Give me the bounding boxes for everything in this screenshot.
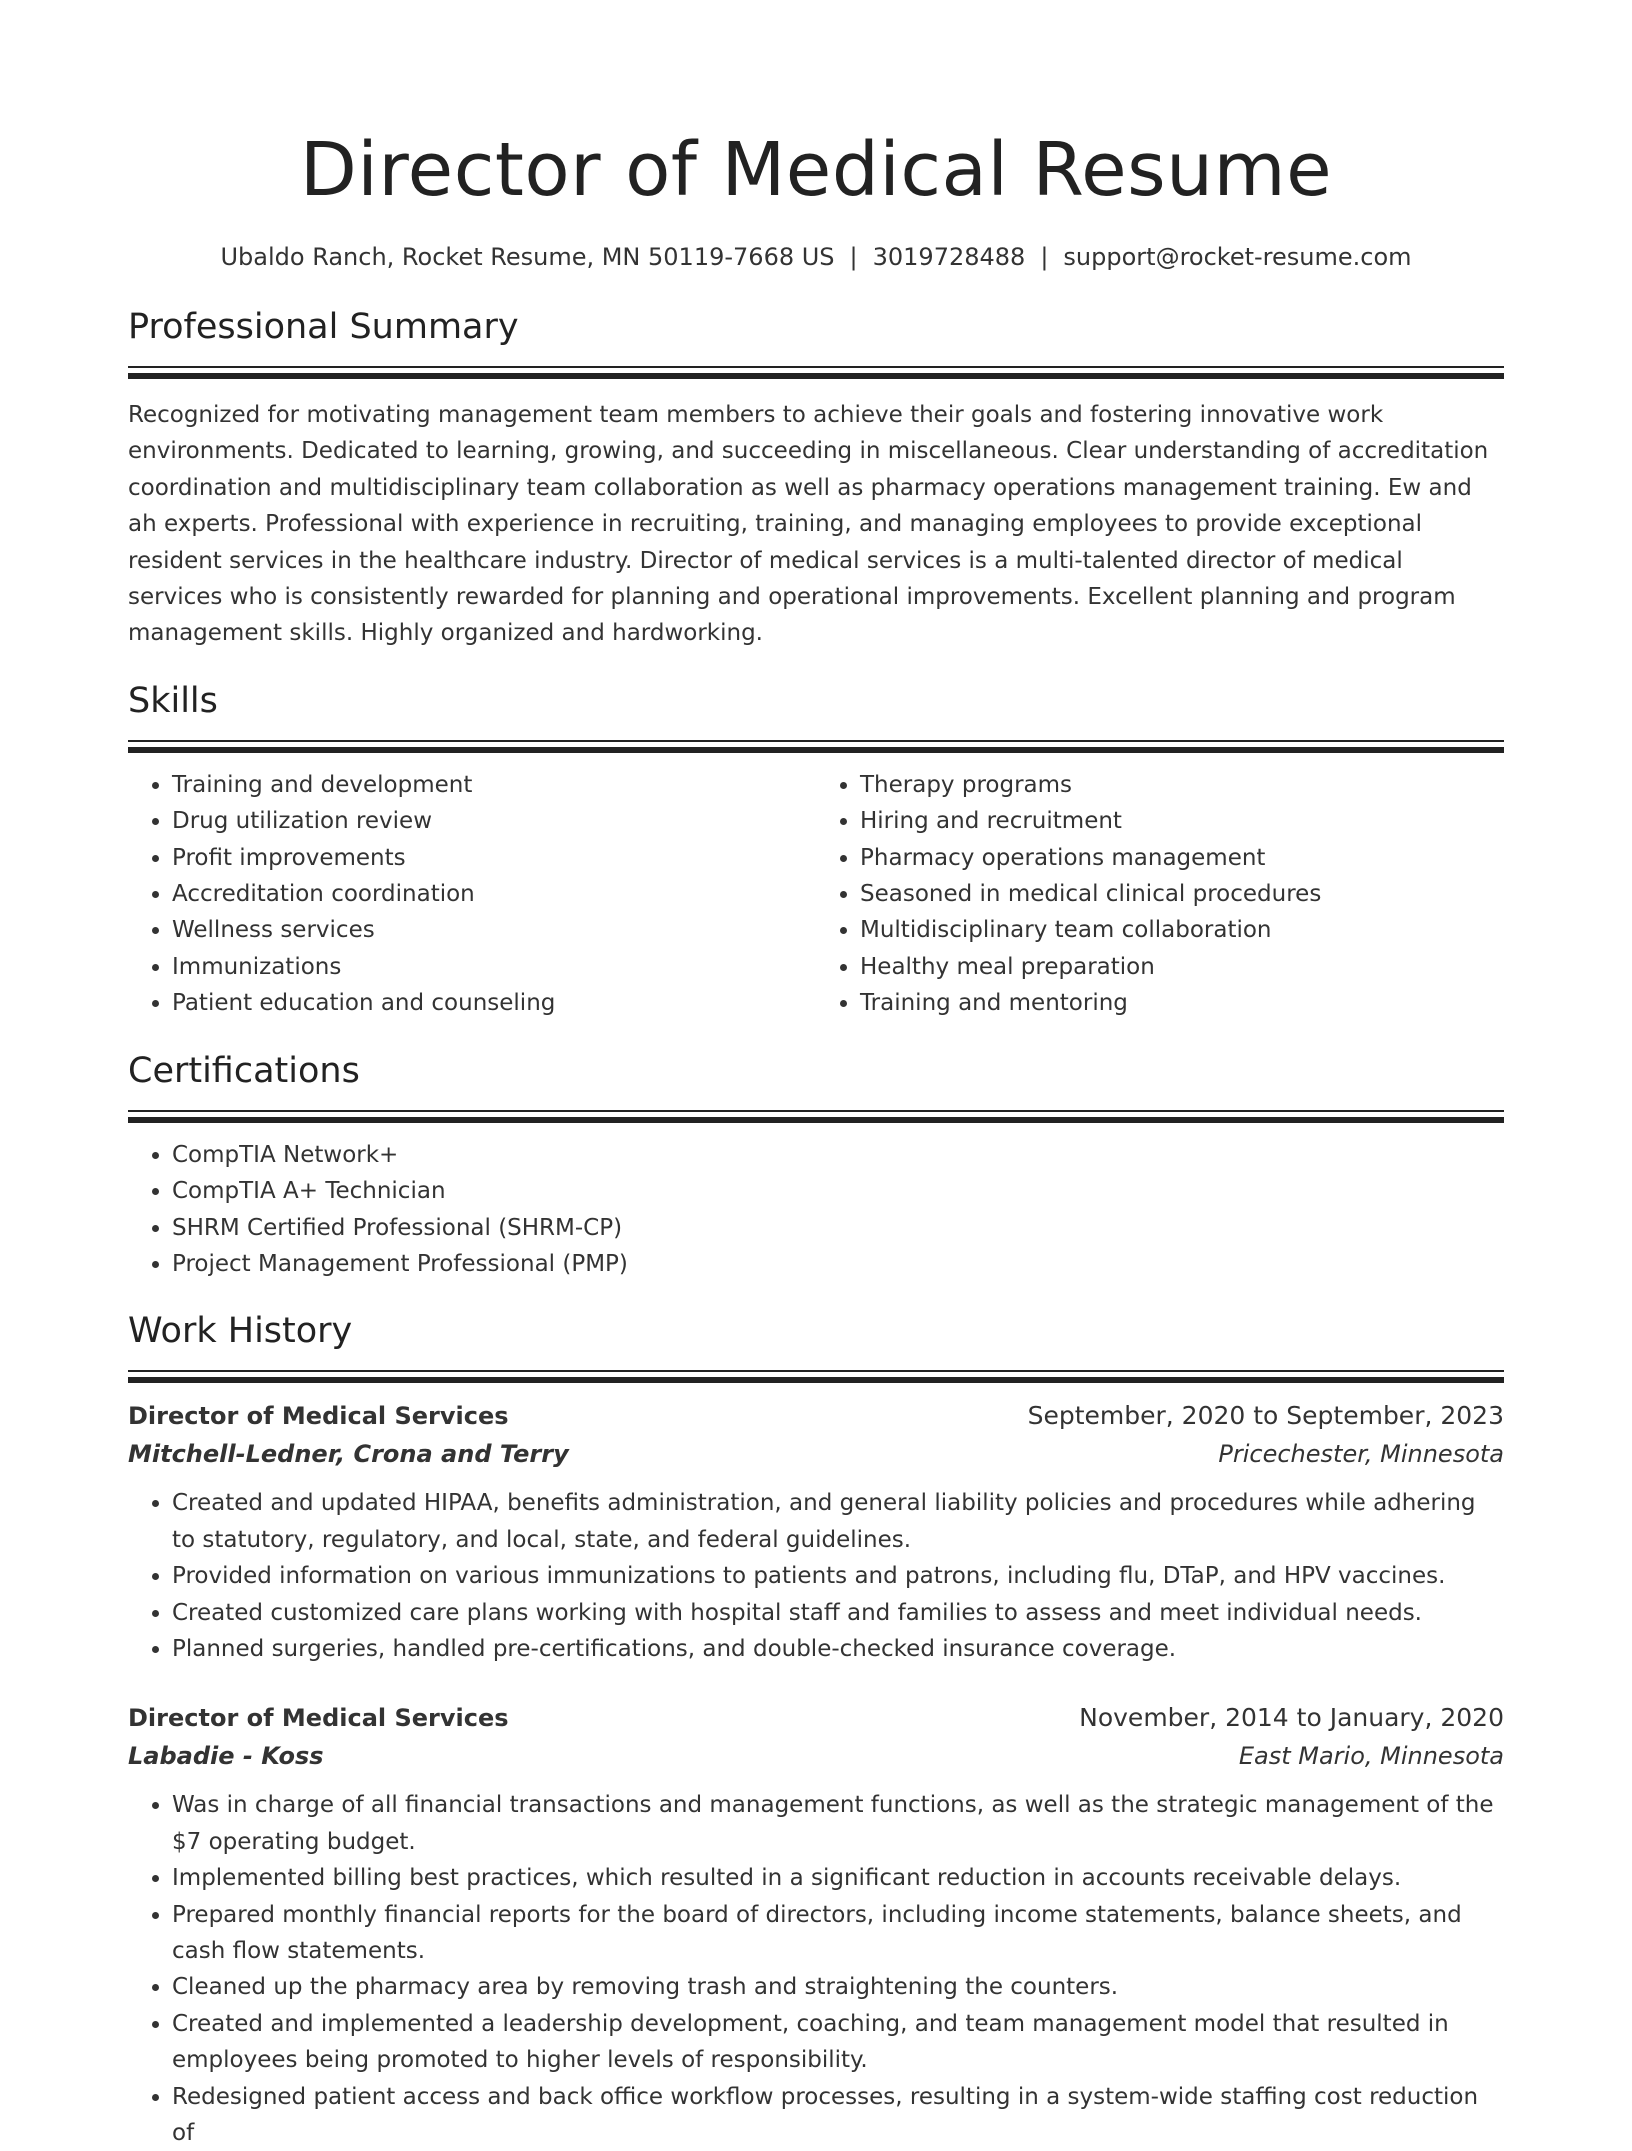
skill-item: • Profit improvements [172,840,816,876]
skills-heading: Skills [128,680,218,721]
certifications-section [128,1048,1504,1283]
skill-item: • Multidisciplinary team collaboration [860,912,1504,948]
job-bullet: • Implemented billing best practices, which resulted in a significant reduction in accounts receivable delays. [172,1860,1504,1896]
skill-item: • Drug utilization review [172,803,816,839]
job-bullet: • Redesigned patient access and back office workflow processes, resulting in a system-wide staffing cost reduction of [172,2079,1504,2151]
job-bullet: • Was in charge of all financial transactions and management functions, as well as the strategic management of the $7 operating budget. [172,1787,1504,1860]
contact-address: Ubaldo Ranch, Rocket Resume, MN 50119-7668 US [220,243,835,271]
job-location: East Mario, Minnesota [1238,1742,1504,1771]
skill-item: • Patient education and counseling [172,985,816,1021]
certifications-list [128,1137,1504,1283]
job-bullet: • Prepared monthly financial reports for the board of directors, including income statements, balance sheets, and cash flow statements. [172,1897,1504,1970]
contact-line [128,240,1504,274]
job-location: Pricechester, Minnesota [1218,1440,1504,1469]
skills-list-left [128,767,816,1022]
skill-item: • Training and mentoring [860,985,1504,1021]
skills-grid [128,767,1504,1022]
skill-item: • Healthy meal preparation [860,949,1504,985]
certification-item: • CompTIA Network+ [172,1137,1504,1173]
job-bullet: • Planned surgeries, handled pre-certifications, and double-checked insurance coverage. [172,1631,1504,1667]
contact-separator: | [1040,243,1049,271]
work-history-heading: Work History [128,1311,353,1352]
job-bullet: • Provided information on various immunizations to patients and patrons, including flu, DTaP, and HPV vaccines. [172,1558,1504,1594]
section-divider [128,740,1504,753]
skills-list-right [816,767,1504,1022]
job-bullets [128,1787,1504,2151]
skills-section [128,678,1504,1022]
job-dates: September, 2020 to September, 2023 [1027,1401,1504,1431]
job-bullet: • Created customized care plans working with hospital staff and families to assess and meet individual needs. [172,1595,1504,1631]
contact-separator: | [849,243,858,271]
job-entry [128,1699,1504,2151]
job-company: Labadie - Koss [128,1742,324,1771]
work-history-section [128,1308,1504,2151]
certification-item: • Project Management Professional (PMP) [172,1246,1504,1282]
skill-item: • Pharmacy operations management [860,840,1504,876]
skill-item: • Wellness services [172,912,816,948]
job-company: Mitchell-Ledner, Crona and Terry [128,1440,569,1469]
skill-item: • Seasoned in medical clinical procedures [860,876,1504,912]
section-divider [128,1370,1504,1383]
skill-item: • Hiring and recruitment [860,803,1504,839]
resume-title: Director of Medical Resume [299,127,1333,213]
certification-item: • CompTIA A+ Technician [172,1173,1504,1209]
job-bullet: • Created and updated HIPAA, benefits administration, and general liability policies and procedures while adhering to statutory, regulatory, and local, state, and federal guidelines. [172,1485,1504,1558]
job-dates: November, 2014 to January, 2020 [1079,1703,1504,1733]
summary-section [128,304,1504,652]
job-bullet: • Cleaned up the pharmacy area by removing trash and straightening the counters. [172,1969,1504,2005]
summary-text: Recognized for motivating management team members to achieve their goals and fostering innovative work environments. Dedicated to learning, growing, and succeeding in miscellaneous. Clear understanding of accreditation coordination and multidisciplinary team collaboration as well as pharmacy operations management training. Ew and ah experts. Professional with experience in recruiting, training, and managing employees to provide exceptional resident services in the healthcare industry. Director of medical services is a multi-talented director of medical services who is consistently rewarded for planning and operational improvements. Excellent planning and program management skills. Highly organized and hardworking. [128,402,1489,647]
section-divider [128,366,1504,379]
job-entry [128,1397,1504,1667]
summary-heading: Professional Summary [128,307,519,347]
section-divider [128,1110,1504,1123]
skill-item: • Accreditation coordination [172,876,816,912]
certifications-heading: Certifications [128,1050,360,1091]
contact-phone: 3019728488 [872,243,1026,271]
job-bullets [128,1485,1504,1667]
skill-item: • Therapy programs [860,767,1504,803]
job-bullet: • Created and implemented a leadership development, coaching, and team management model that resulted in employees being promoted to higher levels of responsibility. [172,2006,1504,2079]
contact-email: support@rocket-resume.com [1063,243,1412,271]
skill-item: • Immunizations [172,949,816,985]
certification-item: • SHRM Certified Professional (SHRM-CP) [172,1210,1504,1246]
job-title: Director of Medical Services [128,1402,509,1431]
skill-item: • Training and development [172,767,816,803]
job-title: Director of Medical Services [128,1704,509,1733]
